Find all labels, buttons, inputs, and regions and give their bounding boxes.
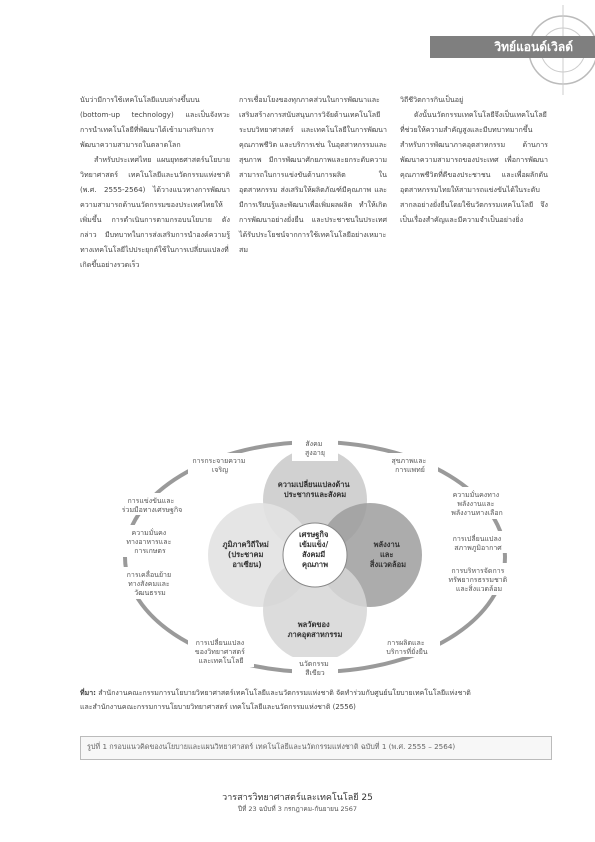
footer-title: วารสารวิทยาศาสตร์และเทคโนโลยี 25: [222, 793, 373, 803]
figure-caption-box: [80, 736, 552, 760]
right-circle-label: พลังงาน และ สิ่งแวดล้อม: [369, 540, 407, 569]
footer-issue: ปีที่ 23 ฉบับที่ 3 กรกฎาคม-กันยายน 2567: [237, 805, 358, 813]
outer-label-top: สังคม สูงอายุ: [305, 440, 325, 457]
paragraph: นับว่ามีการใช้เทคโนโลยีแบบล่างขึ้นบน (bottom-up technology) และเป็นจังหวะการนำเทคโนโลยีที่พัฒนาได้เข้ามาเสริมการพัฒนาความสามารถในตลาดโลก: [80, 95, 230, 149]
text-column-3: [400, 92, 548, 227]
framework-diagram: [110, 435, 520, 680]
outer-label-top-left: การกระจายความ เจริญ: [192, 457, 246, 474]
outer-label-top-right: สุขภาพและ การแพทย์: [391, 457, 427, 474]
outer-label-right-1: ความมั่นคงทาง พลังงานและ พลังงานทางเลือก: [451, 491, 503, 517]
center-label: เศรษฐกิจ เข้มแข็ง/ สังคมมี คุณภาพ: [299, 530, 329, 569]
paragraph: วิถีชีวิตการกินเป็นอยู่: [400, 95, 464, 104]
text-column-2: [239, 92, 387, 257]
left-circle-label: ภูมิภาควิถีใหม่ (ประชาคม อาเซียน): [222, 540, 269, 569]
paragraph: ดังนั้นนวัตกรรมเทคโนโลยีจึงเป็นเทคโนโลยีที่ช่วยให้ความสำคัญสูงและมีบทบาทมากขึ้นสำหรับการพัฒนาภาคอุตสาหกรรม ด้านการพัฒนาความสามารถของประเทศ เพื่อการพัฒนาคุณภาพชีวิตที่ดีของประชาชน และเพื่อผลักดันอุตสาหกรรมไทยให้สามารถแข่งขันได้ในระดับสากลอย่างยั่งยืนโดยใช้นวัตกรรมเทคโนโลยี จึงเป็นเรื่องสำคัญและมีความจำเป็นอย่างยิ่ง: [400, 110, 548, 224]
source-caption: [80, 686, 550, 714]
figure-caption: รูปที่ 1 กรอบแนวคิดของนโยบายและแผนวิทยาศาสตร์ เทคโนโลยีและนวัตกรรมแห่งชาติ ฉบับที่ 1 (พ.ศ. 2555 – 2564): [87, 742, 456, 751]
outer-label-right-3: การบริหารจัดการ ทรัพยากรธรรมชาติ และสิ่งแวดล้อม: [448, 567, 508, 593]
paragraph: การเชื่อมโยงของทุกภาคส่วนในการพัฒนาและเสริมสร้างการสนับสนุนการวิจัยด้านเทคโนโลยี ระบบวิทยาศาสตร์ และเทคโนโลยีในการพัฒนาคุณภาพชีวิต และบริการเช่น ในอุตสาหกรรมและสุขภาพ มีการพัฒนาศักยภาพและยกระดับความสามารถในการแข่งขันด้านการผลิต ในอุตสาหกรรม ส่งเสริมให้ผลิตภัณฑ์มีคุณภาพ และมีการเรียนรู้และพัฒนาเพื่อเพิ่มผลผลิต ทำให้เกิดการพัฒนาอย่างยั่งยืน และประชาชนในประเทศได้รับประโยชน์จากการใช้เทคโนโลยีอย่างเหมาะสม: [239, 95, 387, 254]
bottom-circle-label: พลวัตของ ภาคอุตสาหกรรม: [287, 620, 343, 639]
text-column-1: [80, 92, 230, 272]
top-circle-label: ความเปลี่ยนแปลงด้าน ประชากรและสังคม: [277, 480, 350, 499]
section-title: วิทย์แอนด์เวิลด์: [494, 40, 573, 54]
source-text: สำนักงานคณะกรรมการนโยบายวิทยาศาสตร์เทคโนโลยีและนวัตกรรมแห่งชาติ จัดทำร่วมกับศูนย์นโยบายเทคโนโลยีแห่งชาติ: [98, 689, 471, 697]
outer-label-bottom: นวัตกรรม สีเขียว: [299, 660, 329, 677]
outer-label-bottom-left: การเปลี่ยนแปลง ของวิทยาศาสตร์ และเทคโนโลยี: [194, 639, 245, 665]
outer-label-bottom-right: การผลิตและ บริการที่ยั่งยืน: [386, 639, 428, 656]
paragraph: สำหรับประเทศไทย แผนยุทธศาสตร์นโยบายวิทยาศาสตร์ เทคโนโลยีและนวัตกรรมแห่งชาติ (พ.ศ. 2555-2564) ได้วางแนวทางการพัฒนาความสามารถด้านนวัตกรรมของประเทศไทยให้เพิ่มขึ้น การดำเนินการตามกรอบนโยบาย ดังกล่าว มีบทบาทในการส่งเสริมการนำองค์ความรู้ทางเทคโนโลยีไปประยุกต์ใช้ในการเปลี่ยนแปลงที่เกิดขึ้นอย่างรวดเร็ว: [80, 155, 230, 269]
outer-label-left-3: การเคลื่อนย้าย ทางสังคมและ วัฒนธรรม: [126, 571, 172, 597]
source-text-2: และสำนักงานคณะกรรมการนโยบายวิทยาศาสตร์ เทคโนโลยีและนวัตกรรมแห่งชาติ (2556): [80, 703, 356, 711]
outer-label-right-2: การเปลี่ยนแปลง สภาพภูมิอากาศ: [452, 535, 502, 552]
outer-label-left-2: ความมั่นคง ทางอาหารและ การเกษตร: [126, 529, 172, 555]
outer-label-left-1: การแข่งขันและ ร่วมมือทางเศรษฐกิจ: [121, 497, 183, 514]
source-label: ที่มา:: [80, 689, 96, 697]
